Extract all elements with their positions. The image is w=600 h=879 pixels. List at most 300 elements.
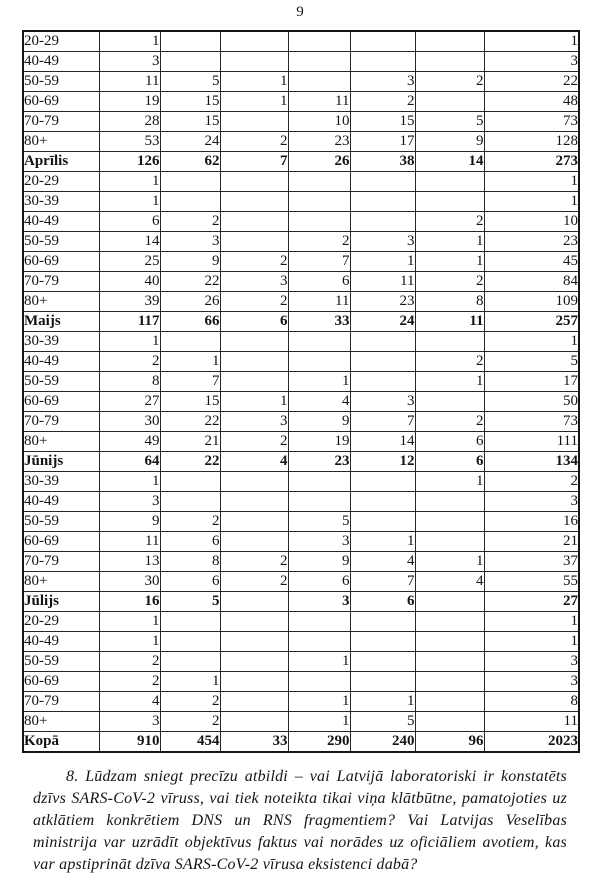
value-cell: [350, 612, 415, 632]
value-cell: [220, 232, 288, 252]
value-cell: 8: [415, 292, 484, 312]
value-cell: 53: [99, 132, 160, 152]
value-cell: 17: [350, 132, 415, 152]
value-cell: 30: [99, 572, 160, 592]
question-paragraph: 8. Lūdzam sniegt precīzu atbildi – vai Latvijā laboratoriski ir konstatēts dzīvs SARS-CoV-2 vīruss, vai tiek noteikta tikai viņa klātbūtne, pamatojoties uz atklātiem konkrētiem DNS un RNS fragmentiem? Vai Latvijas Veselības ministrija var uzrādīt objektīvus faktus vai norādes uz oficiāliem avotiem, kas var apstiprināt dzīva SARS-CoV-2 vīrusa eksistenci dabā?: [33, 768, 567, 873]
table-row: [23, 372, 579, 392]
value-cell: [350, 172, 415, 192]
value-cell: 45: [484, 252, 579, 272]
row-label: Jūlijs: [23, 592, 99, 612]
value-cell: [415, 532, 484, 552]
value-cell: 30: [99, 412, 160, 432]
value-cell: 1: [288, 372, 350, 392]
value-cell: 62: [160, 152, 220, 172]
value-cell: [220, 492, 288, 512]
value-cell: 2: [220, 432, 288, 452]
value-cell: 84: [484, 272, 579, 292]
value-cell: 3: [160, 232, 220, 252]
value-cell: 5: [415, 112, 484, 132]
value-cell: 23: [350, 292, 415, 312]
value-cell: [288, 672, 350, 692]
value-cell: 23: [484, 232, 579, 252]
value-cell: 1: [99, 472, 160, 492]
value-cell: 13: [99, 552, 160, 572]
value-cell: 15: [160, 112, 220, 132]
value-cell: 3: [484, 492, 579, 512]
value-cell: 22: [160, 272, 220, 292]
value-cell: 1: [288, 712, 350, 732]
value-cell: [415, 672, 484, 692]
value-cell: 48: [484, 92, 579, 112]
value-cell: 3: [220, 412, 288, 432]
value-cell: 3: [484, 672, 579, 692]
table-row: [23, 252, 579, 272]
row-label: 70-79: [23, 112, 99, 132]
table-row: [23, 572, 579, 592]
value-cell: 7: [350, 572, 415, 592]
row-label: 50-59: [23, 72, 99, 92]
row-label: 40-49: [23, 492, 99, 512]
value-cell: 1: [350, 692, 415, 712]
value-cell: [220, 712, 288, 732]
value-cell: 1: [484, 31, 579, 52]
value-cell: [288, 612, 350, 632]
value-cell: [220, 332, 288, 352]
value-cell: 3: [484, 652, 579, 672]
row-label: 60-69: [23, 392, 99, 412]
row-label: 80+: [23, 572, 99, 592]
value-cell: 1: [99, 612, 160, 632]
table-row: [23, 672, 579, 692]
value-cell: [350, 212, 415, 232]
value-cell: [350, 372, 415, 392]
value-cell: 1: [415, 472, 484, 492]
value-cell: [288, 352, 350, 372]
value-cell: [220, 472, 288, 492]
value-cell: 19: [99, 92, 160, 112]
value-cell: 15: [350, 112, 415, 132]
row-label: 70-79: [23, 552, 99, 572]
value-cell: 14: [415, 152, 484, 172]
value-cell: 11: [288, 92, 350, 112]
table-row: [23, 232, 579, 252]
value-cell: [415, 652, 484, 672]
table-row: [23, 172, 579, 192]
value-cell: 55: [484, 572, 579, 592]
table-row: [23, 332, 579, 352]
table-row: [23, 112, 579, 132]
value-cell: [415, 632, 484, 652]
value-cell: [415, 612, 484, 632]
value-cell: 37: [484, 552, 579, 572]
value-cell: 6: [415, 452, 484, 472]
row-label: 30-39: [23, 332, 99, 352]
value-cell: 1: [99, 172, 160, 192]
value-cell: 3: [484, 52, 579, 72]
value-cell: 8: [99, 372, 160, 392]
value-cell: 5: [350, 712, 415, 732]
value-cell: 3: [220, 272, 288, 292]
value-cell: 2: [160, 692, 220, 712]
value-cell: 17: [484, 372, 579, 392]
value-cell: [350, 332, 415, 352]
value-cell: 1: [220, 92, 288, 112]
value-cell: [220, 612, 288, 632]
value-cell: 23: [288, 452, 350, 472]
value-cell: [288, 212, 350, 232]
value-cell: 1: [99, 332, 160, 352]
value-cell: 1: [415, 232, 484, 252]
row-label: 30-39: [23, 472, 99, 492]
value-cell: [415, 712, 484, 732]
value-cell: 50: [484, 392, 579, 412]
value-cell: [288, 192, 350, 212]
table-row: [23, 612, 579, 632]
value-cell: [350, 472, 415, 492]
value-cell: [288, 52, 350, 72]
value-cell: 6: [160, 572, 220, 592]
value-cell: [220, 192, 288, 212]
value-cell: 7: [220, 152, 288, 172]
value-cell: 28: [99, 112, 160, 132]
value-cell: 5: [160, 72, 220, 92]
value-cell: [415, 92, 484, 112]
value-cell: 11: [99, 72, 160, 92]
value-cell: 2: [99, 352, 160, 372]
value-cell: 15: [160, 392, 220, 412]
value-cell: 117: [99, 312, 160, 332]
value-cell: [220, 52, 288, 72]
value-cell: 1: [415, 372, 484, 392]
table-row: [23, 492, 579, 512]
row-label: Kopā: [23, 732, 99, 753]
row-label: 60-69: [23, 672, 99, 692]
value-cell: 4: [288, 392, 350, 412]
value-cell: 2: [350, 92, 415, 112]
value-cell: 7: [350, 412, 415, 432]
value-cell: 126: [99, 152, 160, 172]
value-cell: [220, 172, 288, 192]
row-label: 30-39: [23, 192, 99, 212]
row-label: 60-69: [23, 252, 99, 272]
value-cell: 21: [160, 432, 220, 452]
value-cell: 49: [99, 432, 160, 452]
value-cell: [220, 112, 288, 132]
value-cell: 6: [220, 312, 288, 332]
value-cell: 128: [484, 132, 579, 152]
value-cell: 4: [220, 452, 288, 472]
value-cell: [350, 352, 415, 372]
table-body: [23, 31, 579, 752]
value-cell: 1: [160, 672, 220, 692]
value-cell: 1: [99, 31, 160, 52]
value-cell: [220, 592, 288, 612]
value-cell: [220, 352, 288, 372]
value-cell: [415, 512, 484, 532]
value-cell: [160, 52, 220, 72]
value-cell: 39: [99, 292, 160, 312]
table-row: [23, 272, 579, 292]
value-cell: [350, 652, 415, 672]
value-cell: 1: [415, 552, 484, 572]
value-cell: 2: [288, 232, 350, 252]
value-cell: 25: [99, 252, 160, 272]
value-cell: 16: [99, 592, 160, 612]
table-row: [23, 132, 579, 152]
value-cell: 1: [288, 692, 350, 712]
table-row: [23, 92, 579, 112]
row-label: 40-49: [23, 352, 99, 372]
value-cell: 257: [484, 312, 579, 332]
value-cell: 1: [288, 652, 350, 672]
value-cell: [350, 52, 415, 72]
value-cell: 2: [415, 72, 484, 92]
row-label: 60-69: [23, 532, 99, 552]
table-row: [23, 472, 579, 492]
value-cell: [288, 31, 350, 52]
value-cell: [415, 592, 484, 612]
value-cell: [220, 652, 288, 672]
row-label: 80+: [23, 292, 99, 312]
value-cell: 9: [288, 552, 350, 572]
table-row: [23, 312, 579, 332]
value-cell: 1: [350, 252, 415, 272]
value-cell: 5: [484, 352, 579, 372]
value-cell: [160, 192, 220, 212]
value-cell: 4: [350, 552, 415, 572]
value-cell: 21: [484, 532, 579, 552]
row-label: 40-49: [23, 632, 99, 652]
value-cell: 8: [484, 692, 579, 712]
value-cell: [160, 632, 220, 652]
value-cell: 4: [99, 692, 160, 712]
value-cell: [160, 31, 220, 52]
value-cell: [415, 31, 484, 52]
value-cell: 290: [288, 732, 350, 753]
value-cell: 9: [160, 252, 220, 272]
value-cell: 66: [160, 312, 220, 332]
value-cell: 5: [288, 512, 350, 532]
value-cell: [350, 632, 415, 652]
value-cell: [288, 72, 350, 92]
value-cell: 26: [288, 152, 350, 172]
value-cell: [220, 31, 288, 52]
table-row: [23, 72, 579, 92]
value-cell: 3: [350, 392, 415, 412]
value-cell: 33: [288, 312, 350, 332]
value-cell: 2: [160, 512, 220, 532]
value-cell: 4: [415, 572, 484, 592]
value-cell: 6: [415, 432, 484, 452]
value-cell: 910: [99, 732, 160, 753]
value-cell: 11: [350, 272, 415, 292]
value-cell: [288, 632, 350, 652]
table-row: [23, 212, 579, 232]
row-label: 20-29: [23, 612, 99, 632]
value-cell: 6: [99, 212, 160, 232]
value-cell: [288, 172, 350, 192]
value-cell: 8: [160, 552, 220, 572]
value-cell: 3: [350, 72, 415, 92]
value-cell: 5: [160, 592, 220, 612]
value-cell: 14: [350, 432, 415, 452]
row-label: 40-49: [23, 52, 99, 72]
value-cell: 2: [160, 212, 220, 232]
value-cell: 6: [350, 592, 415, 612]
value-cell: 1: [484, 612, 579, 632]
row-label: 50-59: [23, 232, 99, 252]
value-cell: 22: [160, 412, 220, 432]
value-cell: [415, 492, 484, 512]
value-cell: 11: [484, 712, 579, 732]
value-cell: [415, 692, 484, 712]
value-cell: 9: [99, 512, 160, 532]
table-row: [23, 552, 579, 572]
value-cell: 1: [415, 252, 484, 272]
table-row: [23, 352, 579, 372]
value-cell: [220, 372, 288, 392]
value-cell: 6: [288, 272, 350, 292]
value-cell: 6: [288, 572, 350, 592]
value-cell: [415, 332, 484, 352]
value-cell: 40: [99, 272, 160, 292]
value-cell: 7: [288, 252, 350, 272]
value-cell: 24: [160, 132, 220, 152]
value-cell: 1: [484, 192, 579, 212]
value-cell: 1: [484, 632, 579, 652]
table-row: [23, 712, 579, 732]
value-cell: 73: [484, 112, 579, 132]
table-row: [23, 152, 579, 172]
value-cell: 3: [350, 232, 415, 252]
value-cell: 454: [160, 732, 220, 753]
value-cell: [288, 332, 350, 352]
value-cell: 3: [99, 52, 160, 72]
value-cell: 7: [160, 372, 220, 392]
row-label: 50-59: [23, 512, 99, 532]
table-row: [23, 692, 579, 712]
value-cell: 11: [415, 312, 484, 332]
table-row: [23, 632, 579, 652]
row-label: 20-29: [23, 172, 99, 192]
row-label: 70-79: [23, 692, 99, 712]
value-cell: 2023: [484, 732, 579, 753]
value-cell: 2: [484, 472, 579, 492]
row-label: Jūnijs: [23, 452, 99, 472]
value-cell: 3: [288, 592, 350, 612]
value-cell: 1: [220, 392, 288, 412]
value-cell: 2: [220, 132, 288, 152]
value-cell: 2: [99, 652, 160, 672]
value-cell: 273: [484, 152, 579, 172]
value-cell: [415, 52, 484, 72]
value-cell: [350, 192, 415, 212]
value-cell: [350, 512, 415, 532]
value-cell: 96: [415, 732, 484, 753]
value-cell: 22: [484, 72, 579, 92]
value-cell: 1: [220, 72, 288, 92]
value-cell: 1: [484, 332, 579, 352]
value-cell: [220, 672, 288, 692]
value-cell: 2: [415, 352, 484, 372]
value-cell: 109: [484, 292, 579, 312]
value-cell: 2: [220, 552, 288, 572]
value-cell: 73: [484, 412, 579, 432]
value-cell: 2: [220, 572, 288, 592]
value-cell: 1: [350, 532, 415, 552]
value-cell: [350, 672, 415, 692]
value-cell: 3: [99, 712, 160, 732]
value-cell: 2: [220, 292, 288, 312]
statistics-table: [22, 30, 580, 753]
row-label: 50-59: [23, 372, 99, 392]
value-cell: 38: [350, 152, 415, 172]
value-cell: 240: [350, 732, 415, 753]
value-cell: 23: [288, 132, 350, 152]
table-row: [23, 392, 579, 412]
value-cell: [350, 31, 415, 52]
row-label: 20-29: [23, 31, 99, 52]
value-cell: 15: [160, 92, 220, 112]
value-cell: [160, 652, 220, 672]
row-label: 70-79: [23, 412, 99, 432]
value-cell: [220, 632, 288, 652]
value-cell: 2: [415, 272, 484, 292]
value-cell: 27: [99, 392, 160, 412]
value-cell: 2: [415, 412, 484, 432]
value-cell: [160, 172, 220, 192]
value-cell: [220, 212, 288, 232]
value-cell: [220, 532, 288, 552]
value-cell: 24: [350, 312, 415, 332]
table-row: [23, 412, 579, 432]
value-cell: 1: [99, 192, 160, 212]
table-row: [23, 292, 579, 312]
value-cell: 33: [220, 732, 288, 753]
table-row: [23, 592, 579, 612]
value-cell: 10: [484, 212, 579, 232]
value-cell: 2: [415, 212, 484, 232]
value-cell: 64: [99, 452, 160, 472]
value-cell: 2: [220, 252, 288, 272]
row-label: 70-79: [23, 272, 99, 292]
value-cell: 27: [484, 592, 579, 612]
value-cell: 3: [288, 532, 350, 552]
value-cell: [415, 172, 484, 192]
value-cell: 1: [160, 352, 220, 372]
value-cell: [160, 332, 220, 352]
value-cell: [415, 192, 484, 212]
table-row: [23, 532, 579, 552]
table-row: [23, 512, 579, 532]
value-cell: [160, 492, 220, 512]
value-cell: 19: [288, 432, 350, 452]
table-row: [23, 732, 579, 753]
row-label: 50-59: [23, 652, 99, 672]
value-cell: 1: [99, 632, 160, 652]
table-row: [23, 31, 579, 52]
row-label: 80+: [23, 132, 99, 152]
value-cell: [288, 472, 350, 492]
value-cell: [220, 692, 288, 712]
table-row: [23, 52, 579, 72]
value-cell: 9: [415, 132, 484, 152]
value-cell: 6: [160, 532, 220, 552]
table-row: [23, 192, 579, 212]
table-row: [23, 432, 579, 452]
value-cell: 1: [484, 172, 579, 192]
value-cell: 111: [484, 432, 579, 452]
